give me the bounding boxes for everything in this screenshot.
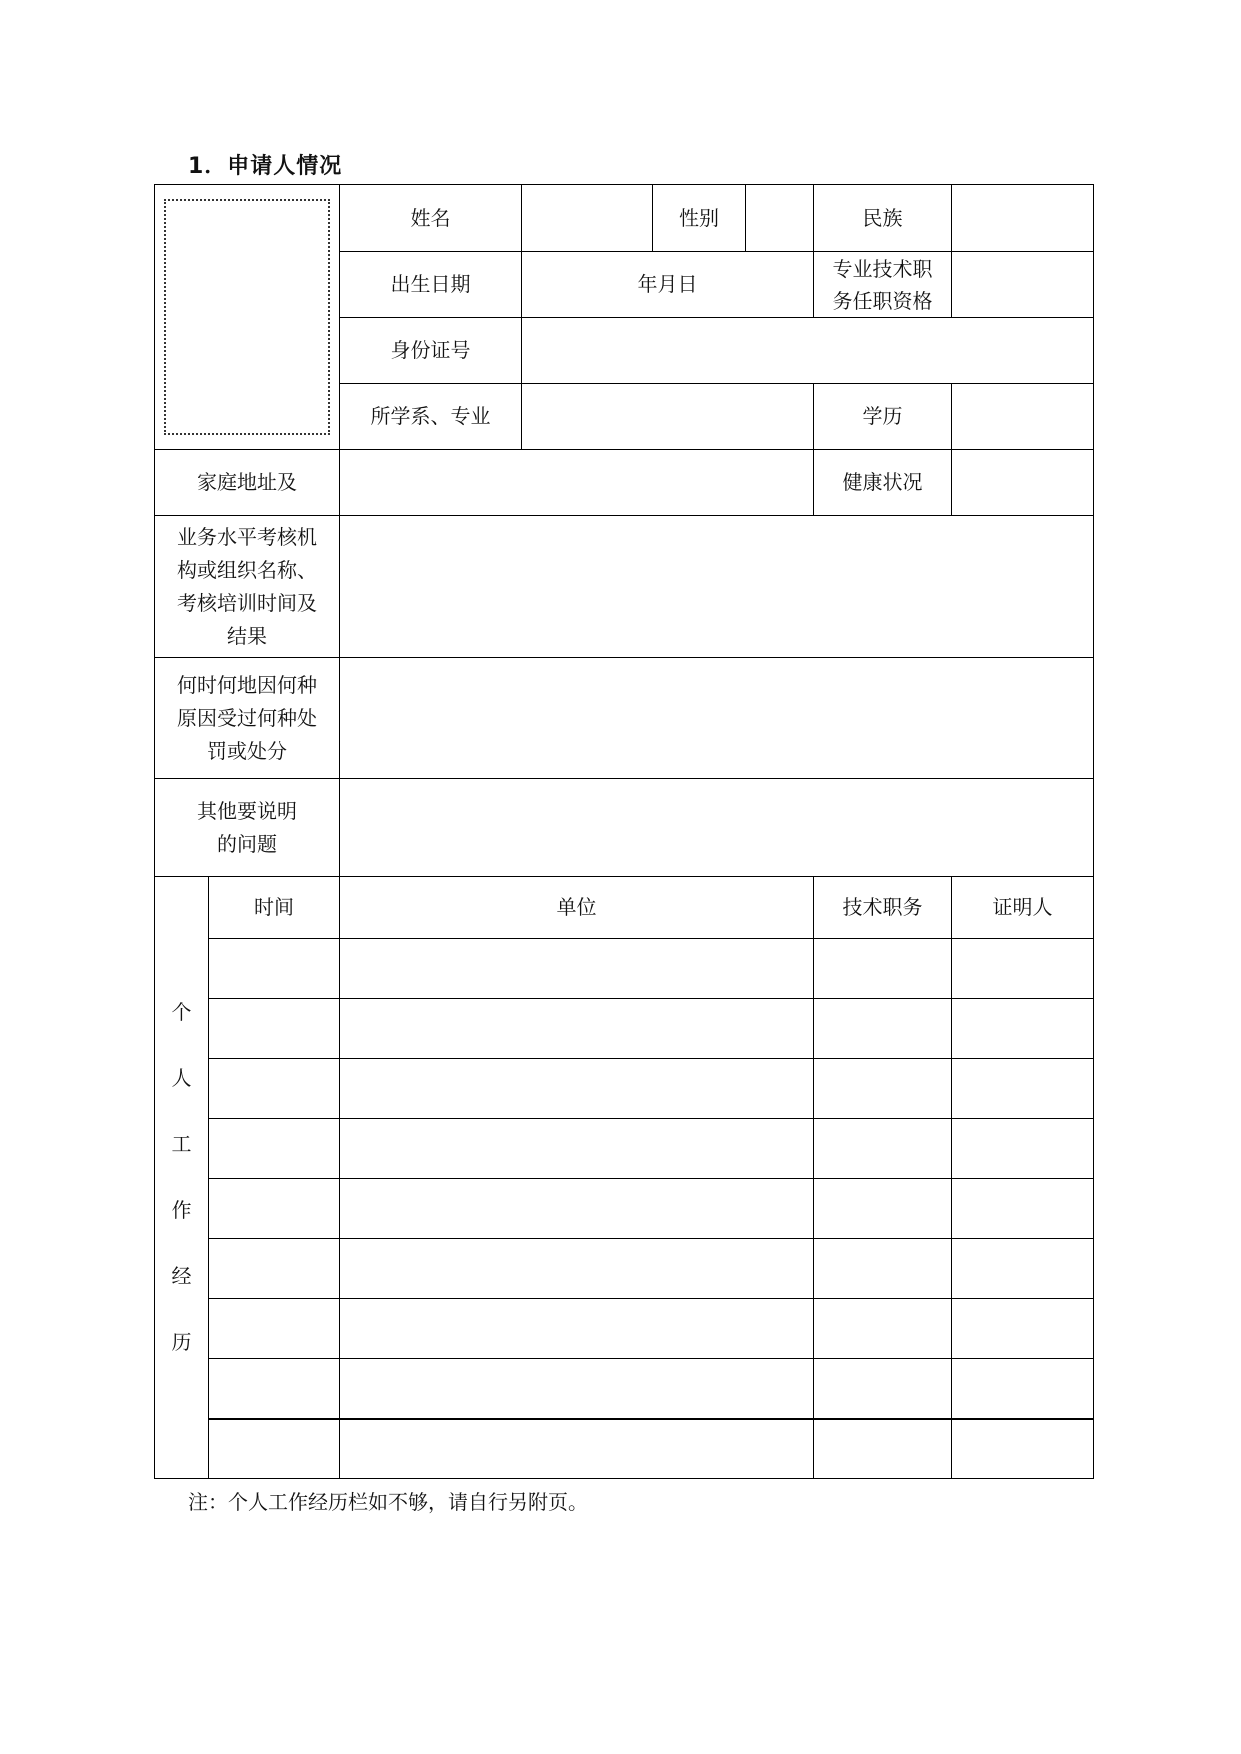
education-label: 学历 bbox=[814, 384, 952, 450]
assessment-label-line: 考核培训时间及 bbox=[177, 590, 317, 615]
work-history-row bbox=[155, 1059, 1094, 1119]
work-history-row bbox=[155, 939, 1094, 999]
witness-cell[interactable] bbox=[952, 1179, 1094, 1239]
unit-cell[interactable] bbox=[340, 1119, 814, 1179]
professional-title-line1: 专业技术职 bbox=[832, 256, 933, 281]
work-history-row bbox=[155, 1299, 1094, 1359]
department-major-label: 所学系、专业 bbox=[340, 384, 522, 450]
gender-label: 性别 bbox=[653, 185, 746, 251]
time-cell[interactable] bbox=[209, 999, 340, 1059]
work-history-row bbox=[155, 1179, 1094, 1239]
birth-date-value[interactable]: 年月日 bbox=[522, 252, 814, 318]
assessment-label-line: 构或组织名称、 bbox=[177, 557, 317, 582]
position-cell[interactable] bbox=[814, 1239, 952, 1299]
ethnicity-value[interactable] bbox=[952, 185, 1094, 252]
position-cell[interactable] bbox=[814, 1299, 952, 1359]
position-cell[interactable] bbox=[814, 1179, 952, 1239]
assessment-value[interactable] bbox=[340, 516, 1094, 658]
time-cell[interactable] bbox=[209, 1299, 340, 1359]
work-history-row bbox=[155, 1419, 1094, 1479]
time-cell[interactable] bbox=[209, 1119, 340, 1179]
other-issues-label bbox=[155, 779, 340, 877]
gender-value[interactable] bbox=[746, 185, 814, 251]
witness-cell[interactable] bbox=[952, 1299, 1094, 1359]
professional-title-label bbox=[814, 252, 952, 318]
photo-placeholder[interactable] bbox=[164, 199, 330, 435]
witness-cell[interactable] bbox=[952, 1359, 1094, 1419]
applicant-form-table bbox=[154, 184, 1094, 1479]
work-history-label-char: 个 bbox=[171, 1000, 192, 1024]
unit-cell[interactable] bbox=[340, 939, 814, 999]
work-history-label-char: 工 bbox=[171, 1132, 192, 1156]
work-history-label-char: 历 bbox=[171, 1330, 192, 1354]
assessment-label bbox=[155, 516, 340, 658]
section-title: 1．申请人情况 bbox=[188, 154, 343, 179]
assessment-label-line: 结果 bbox=[227, 623, 267, 648]
department-major-value[interactable] bbox=[522, 384, 814, 450]
position-cell[interactable] bbox=[814, 1419, 952, 1479]
witness-cell[interactable] bbox=[952, 1239, 1094, 1299]
unit-cell[interactable] bbox=[340, 1299, 814, 1359]
professional-title-value[interactable] bbox=[952, 252, 1094, 318]
unit-cell[interactable] bbox=[340, 1359, 814, 1419]
punishment-label-line: 何时何地因何种 bbox=[177, 672, 317, 697]
health-label: 健康状况 bbox=[814, 450, 952, 516]
time-cell[interactable] bbox=[209, 1179, 340, 1239]
position-cell[interactable] bbox=[814, 1119, 952, 1179]
work-history-row bbox=[155, 1359, 1094, 1419]
footnote: 注：个人工作经历栏如不够，请自行另附页。 bbox=[188, 1490, 588, 1514]
time-cell[interactable] bbox=[209, 939, 340, 999]
column-header-position: 技术职务 bbox=[814, 877, 952, 939]
work-history-vertical-label bbox=[155, 877, 209, 1479]
birth-date-label: 出生日期 bbox=[340, 252, 522, 318]
time-cell[interactable] bbox=[209, 1059, 340, 1119]
time-cell[interactable] bbox=[209, 1359, 340, 1419]
other-issues-value[interactable] bbox=[340, 779, 1094, 877]
unit-cell[interactable] bbox=[340, 1239, 814, 1299]
work-history-label-char: 人 bbox=[171, 1066, 192, 1090]
column-header-unit: 单位 bbox=[340, 877, 814, 939]
punishment-label bbox=[155, 658, 340, 779]
unit-cell[interactable] bbox=[340, 1419, 814, 1479]
column-header-witness: 证明人 bbox=[952, 877, 1094, 939]
position-cell[interactable] bbox=[814, 1059, 952, 1119]
punishment-label-line: 原因受过何种处 bbox=[177, 705, 317, 730]
work-history-row bbox=[155, 999, 1094, 1059]
work-history-row bbox=[155, 1239, 1094, 1299]
name-label: 姓名 bbox=[340, 185, 522, 252]
other-issues-label-line: 其他要说明 bbox=[197, 798, 297, 823]
unit-cell[interactable] bbox=[340, 1179, 814, 1239]
home-address-label: 家庭地址及 bbox=[155, 450, 340, 516]
witness-cell[interactable] bbox=[952, 999, 1094, 1059]
witness-cell[interactable] bbox=[952, 1419, 1094, 1479]
witness-cell[interactable] bbox=[952, 1059, 1094, 1119]
column-header-time: 时间 bbox=[209, 877, 340, 939]
health-value[interactable] bbox=[952, 450, 1094, 516]
witness-cell[interactable] bbox=[952, 939, 1094, 999]
work-history-label-char: 作 bbox=[171, 1198, 192, 1222]
education-value[interactable] bbox=[952, 384, 1094, 450]
work-history-label-char: 经 bbox=[171, 1264, 192, 1288]
position-cell[interactable] bbox=[814, 999, 952, 1059]
punishment-value[interactable] bbox=[340, 658, 1094, 779]
other-issues-label-line: 的问题 bbox=[217, 831, 277, 856]
witness-cell[interactable] bbox=[952, 1119, 1094, 1179]
home-address-value[interactable] bbox=[340, 450, 814, 516]
professional-title-line2: 务任职资格 bbox=[832, 288, 933, 313]
position-cell[interactable] bbox=[814, 1359, 952, 1419]
ethnicity-label: 民族 bbox=[814, 185, 952, 252]
id-number-value[interactable] bbox=[522, 318, 1094, 384]
time-cell[interactable] bbox=[209, 1239, 340, 1299]
photo-cell[interactable] bbox=[155, 185, 340, 450]
position-cell[interactable] bbox=[814, 939, 952, 999]
assessment-label-line: 业务水平考核机 bbox=[177, 524, 317, 549]
unit-cell[interactable] bbox=[340, 1059, 814, 1119]
id-number-label: 身份证号 bbox=[340, 318, 522, 384]
name-value[interactable] bbox=[522, 185, 653, 251]
time-cell[interactable] bbox=[209, 1419, 340, 1479]
punishment-label-line: 罚或处分 bbox=[207, 738, 287, 763]
unit-cell[interactable] bbox=[340, 999, 814, 1059]
work-history-row bbox=[155, 1119, 1094, 1179]
